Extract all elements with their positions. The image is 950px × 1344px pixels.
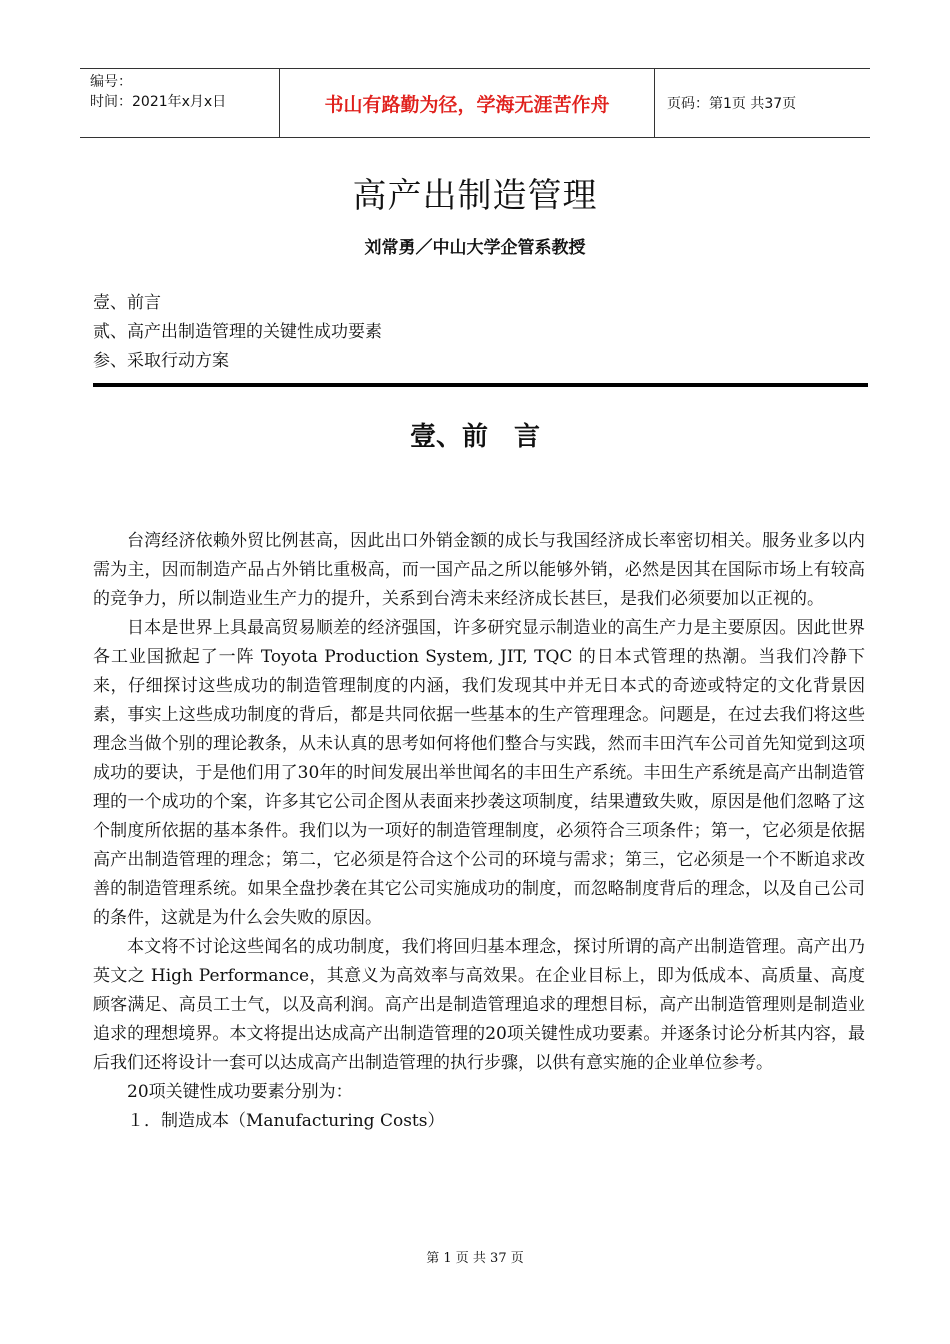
header-page-info: 页码：第1页 共37页: [667, 96, 797, 112]
toc-item: 参、采取行动方案: [93, 351, 229, 371]
section-divider: [93, 383, 868, 387]
doc-time-label: 时间：2021年x月x日: [90, 94, 227, 110]
page-header: [80, 68, 870, 138]
paragraph: 日本是世界上具最高贸易顺差的经济强国，许多研究显示制造业的高生产力是主要原因。因此世界各工业国掀起了一阵 Toyota Production System, JIT, TQC 的日本式管理的热潮。当我们冷静下来，仔细探讨这些成功的制造管理制度的内涵，我们发现其中并无日本式的奇迹或特定的文化背景因素，事实上这些成功制度的背后，都是共同依据一些基本的生产管理理念。问题是，在过去我们将这些理念当做个别的理论教条，从未认真的思考如何将他们整合与实践，然而丰田汽车公司首先知觉到这项成功的要诀，于是他们用了30年的时间发展出举世闻名的丰田生产系统。丰田生产系统是高产出制造管理的一个成功的个案，许多其它公司企图从表面来抄袭这项制度，结果遭致失败，原因是他们忽略了这个制度所依据的基本条件。我们以为一项好的制造管理制度，必须符合三项条件；第一，它必须是依据高产出制造管理的理念；第二，它必须是符合这个公司的环境与需求；第三，它必须是一个不断追求改善的制造管理系统。如果全盘抄袭在其它公司实施成功的制度，而忽略制度背后的理念，以及自己公司的条件，这就是为什么会失败的原因。: [93, 618, 865, 928]
toc-item: 贰、高产出制造管理的关键性成功要素: [93, 322, 382, 342]
section-heading: 壹、前 言: [409, 422, 540, 452]
body-text: [93, 527, 865, 1136]
table-of-contents: [93, 289, 382, 376]
page-footer: 第 1 页 共 37 页: [426, 1251, 524, 1266]
header-meta: [80, 69, 280, 137]
header-motto: 书山有路勤为径，学海无涯苦作舟: [280, 69, 655, 137]
paragraph: 台湾经济依赖外贸比例甚高，因此出口外销金额的成长与我国经济成长率密切相关。服务业多以内需为主，因而制造产品占外销比重极高，而一国产品之所以能够外销，必然是因其在国际市场上有较高的竞争力，所以制造业生产力的提升，关系到台湾未来经济成长甚巨，是我们必须要加以正视的。: [93, 531, 865, 609]
list-item: １．制造成本（Manufacturing Costs）: [127, 1111, 445, 1131]
document-author: 刘常勇／中山大学企管系教授: [364, 238, 586, 258]
document-title: 高产出制造管理: [352, 176, 598, 216]
paragraph: 本文将不讨论这些闻名的成功制度，我们将回归基本理念，探讨所谓的高产出制造管理。高产出乃英文之 High Performance，其意义为高效率与高效果。在企业目标上，即为低成本、高质量、高度顾客满足、高员工士气，以及高利润。高产出是制造管理追求的理想目标，高产出制造管理则是制造业追求的理想境界。本文将提出达成高产出制造管理的20项关键性成功要素。并逐条讨论分析其内容，最后我们还将设计一套可以达成高产出制造管理的执行步骤，以供有意实施的企业单位参考。: [93, 937, 865, 1073]
toc-item: 壹、前言: [93, 293, 161, 313]
paragraph: 20项关键性成功要素分别为：: [127, 1082, 353, 1102]
doc-number-label: 编号：: [90, 74, 132, 90]
